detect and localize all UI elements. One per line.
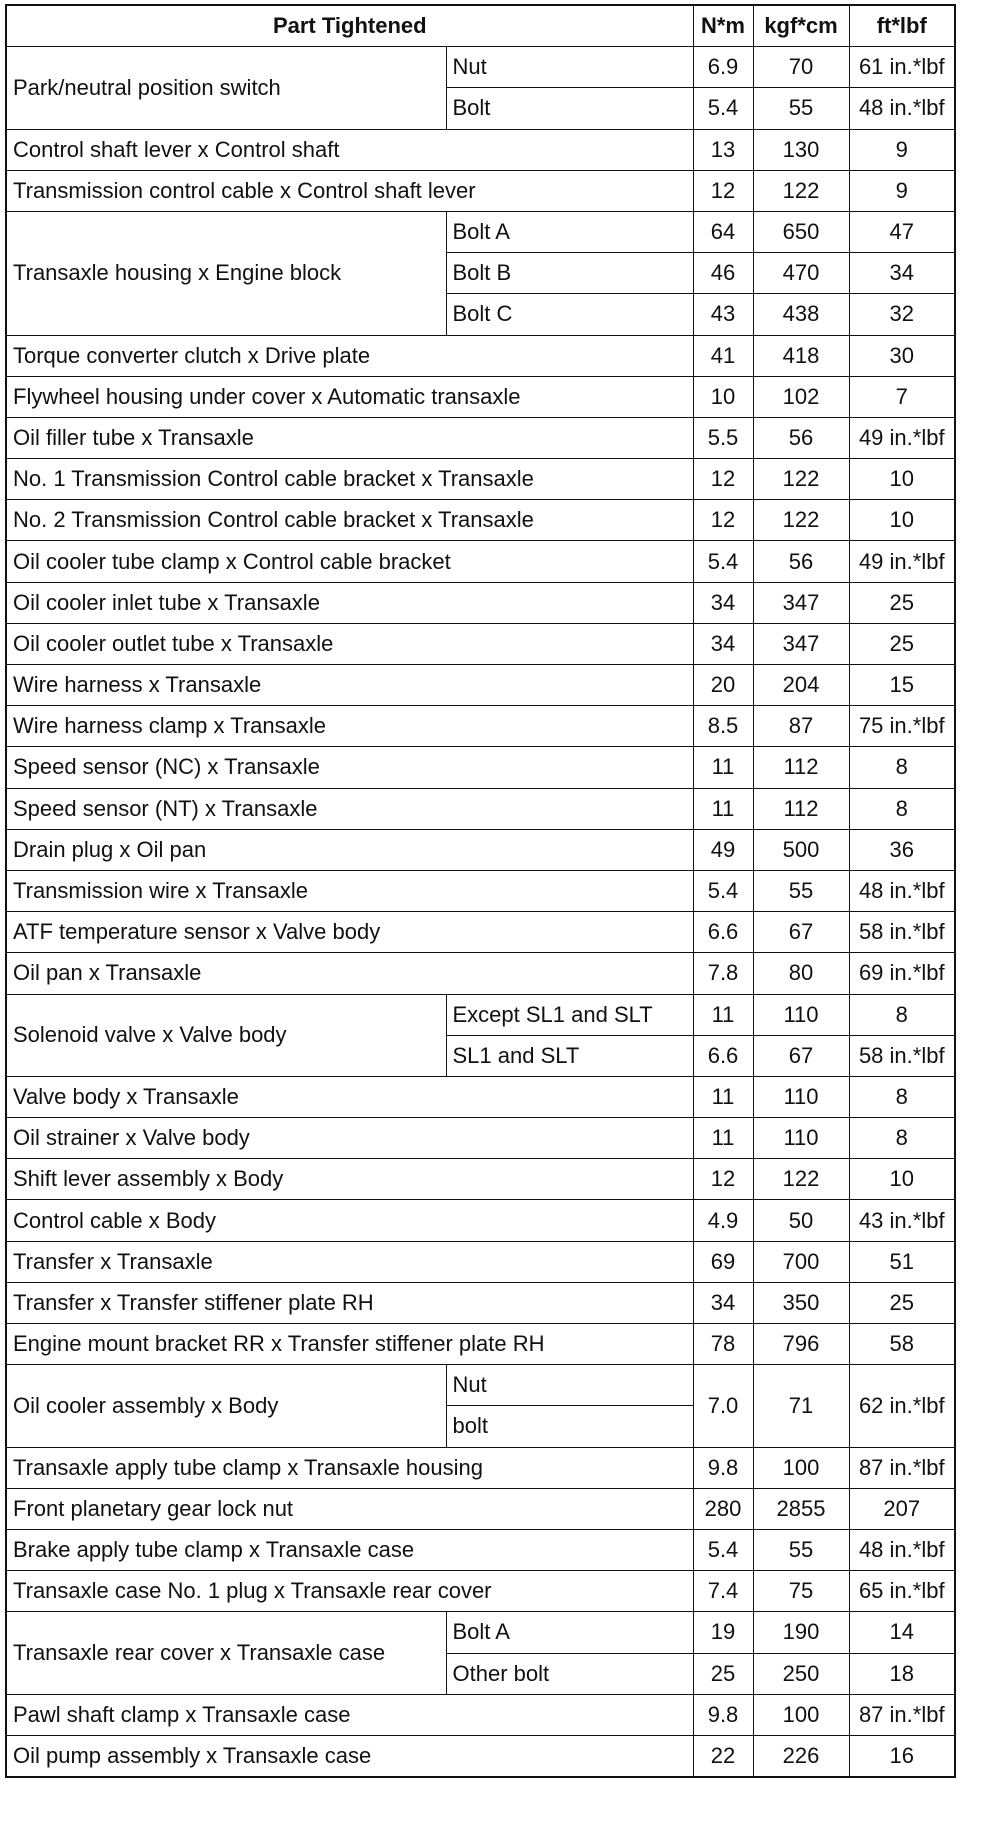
ft-lbf-value-cell: 8 [849, 1076, 955, 1117]
table-row [6, 623, 955, 664]
ft-lbf-value-cell: 25 [849, 1282, 955, 1323]
ft-lbf-value-cell: 48 in.*lbf [849, 88, 955, 129]
nm-value-cell: 5.4 [693, 1529, 753, 1570]
ft-lbf-value-cell: 207 [849, 1488, 955, 1529]
part-name-cell: Oil cooler assembly x Body [6, 1365, 446, 1447]
torque-spec-table [5, 4, 956, 1778]
nm-value-cell: 11 [693, 994, 753, 1035]
ft-lbf-value-cell: 49 in.*lbf [849, 417, 955, 458]
table-row [6, 582, 955, 623]
table-row [6, 541, 955, 582]
nm-value-cell: 64 [693, 211, 753, 252]
kgf-value-cell: 102 [753, 376, 849, 417]
table-row [6, 706, 955, 747]
sub-part-cell: Bolt B [446, 253, 693, 294]
table-row [6, 1612, 955, 1653]
table-row [6, 1529, 955, 1570]
table-row [6, 417, 955, 458]
ft-lbf-value-cell: 36 [849, 829, 955, 870]
ft-lbf-value-cell: 87 in.*lbf [849, 1694, 955, 1735]
header-nm: N*m [693, 5, 753, 47]
sub-part-cell: SL1 and SLT [446, 1035, 693, 1076]
part-name-cell: Transaxle case No. 1 plug x Transaxle rear cover [6, 1571, 693, 1612]
ft-lbf-value-cell: 58 in.*lbf [849, 912, 955, 953]
nm-value-cell: 20 [693, 665, 753, 706]
kgf-value-cell: 55 [753, 870, 849, 911]
part-name-cell: Transmission control cable x Control shaft lever [6, 170, 693, 211]
ft-lbf-value-cell: 8 [849, 1118, 955, 1159]
part-name-cell: Transfer x Transaxle [6, 1241, 693, 1282]
nm-value-cell: 4.9 [693, 1200, 753, 1241]
part-name-cell: Oil pump assembly x Transaxle case [6, 1735, 693, 1777]
ft-lbf-value-cell: 30 [849, 335, 955, 376]
kgf-value-cell: 347 [753, 582, 849, 623]
part-name-cell: Valve body x Transaxle [6, 1076, 693, 1117]
part-name-cell: Oil filler tube x Transaxle [6, 417, 693, 458]
part-name-cell: Wire harness x Transaxle [6, 665, 693, 706]
ft-lbf-value-cell: 8 [849, 747, 955, 788]
ft-lbf-value-cell: 9 [849, 170, 955, 211]
table-row [6, 459, 955, 500]
nm-value-cell: 6.6 [693, 1035, 753, 1076]
table-row [6, 1447, 955, 1488]
ft-lbf-value-cell: 62 in.*lbf [849, 1365, 955, 1447]
sub-part-cell: Other bolt [446, 1653, 693, 1694]
nm-value-cell: 11 [693, 747, 753, 788]
nm-value-cell: 46 [693, 253, 753, 294]
table-row [6, 1694, 955, 1735]
ft-lbf-value-cell: 9 [849, 129, 955, 170]
part-name-cell: Transaxle housing x Engine block [6, 211, 446, 335]
ft-lbf-value-cell: 48 in.*lbf [849, 1529, 955, 1570]
torque-spec-table-container [5, 4, 956, 1778]
table-row [6, 1118, 955, 1159]
table-row [6, 1241, 955, 1282]
ft-lbf-value-cell: 69 in.*lbf [849, 953, 955, 994]
nm-value-cell: 19 [693, 1612, 753, 1653]
ft-lbf-value-cell: 58 [849, 1324, 955, 1365]
nm-value-cell: 41 [693, 335, 753, 376]
kgf-value-cell: 130 [753, 129, 849, 170]
nm-value-cell: 12 [693, 500, 753, 541]
nm-value-cell: 7.4 [693, 1571, 753, 1612]
ft-lbf-value-cell: 25 [849, 623, 955, 664]
nm-value-cell: 9.8 [693, 1694, 753, 1735]
ft-lbf-value-cell: 10 [849, 500, 955, 541]
part-name-cell: Oil cooler outlet tube x Transaxle [6, 623, 693, 664]
ft-lbf-value-cell: 32 [849, 294, 955, 335]
table-row [6, 1200, 955, 1241]
nm-value-cell: 69 [693, 1241, 753, 1282]
sub-part-cell: Bolt C [446, 294, 693, 335]
kgf-value-cell: 70 [753, 47, 849, 88]
kgf-value-cell: 50 [753, 1200, 849, 1241]
nm-value-cell: 8.5 [693, 706, 753, 747]
kgf-value-cell: 500 [753, 829, 849, 870]
table-row [6, 912, 955, 953]
ft-lbf-value-cell: 15 [849, 665, 955, 706]
sub-part-cell: Except SL1 and SLT [446, 994, 693, 1035]
ft-lbf-value-cell: 51 [849, 1241, 955, 1282]
table-row [6, 1282, 955, 1323]
kgf-value-cell: 67 [753, 912, 849, 953]
kgf-value-cell: 122 [753, 500, 849, 541]
ft-lbf-value-cell: 7 [849, 376, 955, 417]
nm-value-cell: 7.8 [693, 953, 753, 994]
part-name-cell: Transmission wire x Transaxle [6, 870, 693, 911]
table-row [6, 1365, 955, 1406]
table-body [6, 47, 955, 1777]
nm-value-cell: 5.5 [693, 417, 753, 458]
table-row [6, 1159, 955, 1200]
kgf-value-cell: 122 [753, 459, 849, 500]
kgf-value-cell: 87 [753, 706, 849, 747]
kgf-value-cell: 112 [753, 788, 849, 829]
nm-value-cell: 43 [693, 294, 753, 335]
table-row [6, 500, 955, 541]
ft-lbf-value-cell: 16 [849, 1735, 955, 1777]
kgf-value-cell: 110 [753, 1118, 849, 1159]
part-name-cell: Park/neutral position switch [6, 47, 446, 129]
ft-lbf-value-cell: 75 in.*lbf [849, 706, 955, 747]
nm-value-cell: 34 [693, 1282, 753, 1323]
kgf-value-cell: 56 [753, 417, 849, 458]
kgf-value-cell: 71 [753, 1365, 849, 1447]
header-part-tightened: Part Tightened [6, 5, 693, 47]
kgf-value-cell: 75 [753, 1571, 849, 1612]
nm-value-cell: 49 [693, 829, 753, 870]
nm-value-cell: 11 [693, 788, 753, 829]
nm-value-cell: 10 [693, 376, 753, 417]
nm-value-cell: 22 [693, 1735, 753, 1777]
ft-lbf-value-cell: 61 in.*lbf [849, 47, 955, 88]
kgf-value-cell: 122 [753, 1159, 849, 1200]
nm-value-cell: 12 [693, 1159, 753, 1200]
ft-lbf-value-cell: 18 [849, 1653, 955, 1694]
table-row [6, 211, 955, 252]
kgf-value-cell: 112 [753, 747, 849, 788]
ft-lbf-value-cell: 43 in.*lbf [849, 1200, 955, 1241]
kgf-value-cell: 700 [753, 1241, 849, 1282]
table-row [6, 829, 955, 870]
sub-part-cell: Nut [446, 47, 693, 88]
part-name-cell: Speed sensor (NT) x Transaxle [6, 788, 693, 829]
part-name-cell: Torque converter clutch x Drive plate [6, 335, 693, 376]
part-name-cell: Wire harness clamp x Transaxle [6, 706, 693, 747]
kgf-value-cell: 190 [753, 1612, 849, 1653]
kgf-value-cell: 650 [753, 211, 849, 252]
table-row [6, 376, 955, 417]
table-row [6, 870, 955, 911]
nm-value-cell: 5.4 [693, 870, 753, 911]
part-name-cell: Pawl shaft clamp x Transaxle case [6, 1694, 693, 1735]
ft-lbf-value-cell: 10 [849, 1159, 955, 1200]
nm-value-cell: 11 [693, 1076, 753, 1117]
sub-part-cell: bolt [446, 1406, 693, 1447]
kgf-value-cell: 418 [753, 335, 849, 376]
ft-lbf-value-cell: 25 [849, 582, 955, 623]
kgf-value-cell: 55 [753, 88, 849, 129]
ft-lbf-value-cell: 65 in.*lbf [849, 1571, 955, 1612]
ft-lbf-value-cell: 8 [849, 994, 955, 1035]
part-name-cell: Oil strainer x Valve body [6, 1118, 693, 1159]
part-name-cell: Oil cooler inlet tube x Transaxle [6, 582, 693, 623]
kgf-value-cell: 80 [753, 953, 849, 994]
ft-lbf-value-cell: 58 in.*lbf [849, 1035, 955, 1076]
part-name-cell: Control shaft lever x Control shaft [6, 129, 693, 170]
nm-value-cell: 25 [693, 1653, 753, 1694]
nm-value-cell: 12 [693, 459, 753, 500]
nm-value-cell: 7.0 [693, 1365, 753, 1447]
kgf-value-cell: 204 [753, 665, 849, 706]
kgf-value-cell: 67 [753, 1035, 849, 1076]
table-row [6, 1735, 955, 1777]
kgf-value-cell: 110 [753, 1076, 849, 1117]
ft-lbf-value-cell: 14 [849, 1612, 955, 1653]
table-row [6, 129, 955, 170]
nm-value-cell: 6.6 [693, 912, 753, 953]
ft-lbf-value-cell: 49 in.*lbf [849, 541, 955, 582]
sub-part-cell: Bolt A [446, 211, 693, 252]
sub-part-cell: Nut [446, 1365, 693, 1406]
part-name-cell: Drain plug x Oil pan [6, 829, 693, 870]
nm-value-cell: 9.8 [693, 1447, 753, 1488]
ft-lbf-value-cell: 48 in.*lbf [849, 870, 955, 911]
part-name-cell: Flywheel housing under cover x Automatic transaxle [6, 376, 693, 417]
table-row [6, 788, 955, 829]
table-row [6, 1076, 955, 1117]
table-header-row [6, 5, 955, 47]
kgf-value-cell: 55 [753, 1529, 849, 1570]
kgf-value-cell: 110 [753, 994, 849, 1035]
kgf-value-cell: 438 [753, 294, 849, 335]
nm-value-cell: 13 [693, 129, 753, 170]
kgf-value-cell: 100 [753, 1694, 849, 1735]
header-kgf-cm: kgf*cm [753, 5, 849, 47]
part-name-cell: Brake apply tube clamp x Transaxle case [6, 1529, 693, 1570]
kgf-value-cell: 347 [753, 623, 849, 664]
ft-lbf-value-cell: 8 [849, 788, 955, 829]
table-row [6, 747, 955, 788]
nm-value-cell: 5.4 [693, 88, 753, 129]
table-row [6, 1324, 955, 1365]
part-name-cell: Transfer x Transfer stiffener plate RH [6, 1282, 693, 1323]
table-row [6, 335, 955, 376]
kgf-value-cell: 122 [753, 170, 849, 211]
part-name-cell: Oil cooler tube clamp x Control cable bracket [6, 541, 693, 582]
part-name-cell: Transaxle rear cover x Transaxle case [6, 1612, 446, 1694]
nm-value-cell: 78 [693, 1324, 753, 1365]
sub-part-cell: Bolt A [446, 1612, 693, 1653]
table-row [6, 994, 955, 1035]
kgf-value-cell: 796 [753, 1324, 849, 1365]
kgf-value-cell: 2855 [753, 1488, 849, 1529]
ft-lbf-value-cell: 47 [849, 211, 955, 252]
ft-lbf-value-cell: 10 [849, 459, 955, 500]
part-name-cell: Control cable x Body [6, 1200, 693, 1241]
nm-value-cell: 12 [693, 170, 753, 211]
part-name-cell: Shift lever assembly x Body [6, 1159, 693, 1200]
part-name-cell: Speed sensor (NC) x Transaxle [6, 747, 693, 788]
sub-part-cell: Bolt [446, 88, 693, 129]
part-name-cell: ATF temperature sensor x Valve body [6, 912, 693, 953]
nm-value-cell: 34 [693, 582, 753, 623]
header-ft-lbf: ft*lbf [849, 5, 955, 47]
part-name-cell: Transaxle apply tube clamp x Transaxle housing [6, 1447, 693, 1488]
kgf-value-cell: 470 [753, 253, 849, 294]
kgf-value-cell: 56 [753, 541, 849, 582]
ft-lbf-value-cell: 87 in.*lbf [849, 1447, 955, 1488]
part-name-cell: No. 1 Transmission Control cable bracket x Transaxle [6, 459, 693, 500]
table-row [6, 170, 955, 211]
kgf-value-cell: 100 [753, 1447, 849, 1488]
part-name-cell: Front planetary gear lock nut [6, 1488, 693, 1529]
ft-lbf-value-cell: 34 [849, 253, 955, 294]
table-row [6, 1488, 955, 1529]
table-row [6, 665, 955, 706]
part-name-cell: Oil pan x Transaxle [6, 953, 693, 994]
part-name-cell: No. 2 Transmission Control cable bracket x Transaxle [6, 500, 693, 541]
table-row [6, 953, 955, 994]
nm-value-cell: 6.9 [693, 47, 753, 88]
table-row [6, 1571, 955, 1612]
table-row [6, 47, 955, 88]
kgf-value-cell: 250 [753, 1653, 849, 1694]
nm-value-cell: 34 [693, 623, 753, 664]
part-name-cell: Solenoid valve x Valve body [6, 994, 446, 1076]
nm-value-cell: 280 [693, 1488, 753, 1529]
nm-value-cell: 5.4 [693, 541, 753, 582]
nm-value-cell: 11 [693, 1118, 753, 1159]
part-name-cell: Engine mount bracket RR x Transfer stiffener plate RH [6, 1324, 693, 1365]
kgf-value-cell: 226 [753, 1735, 849, 1777]
kgf-value-cell: 350 [753, 1282, 849, 1323]
